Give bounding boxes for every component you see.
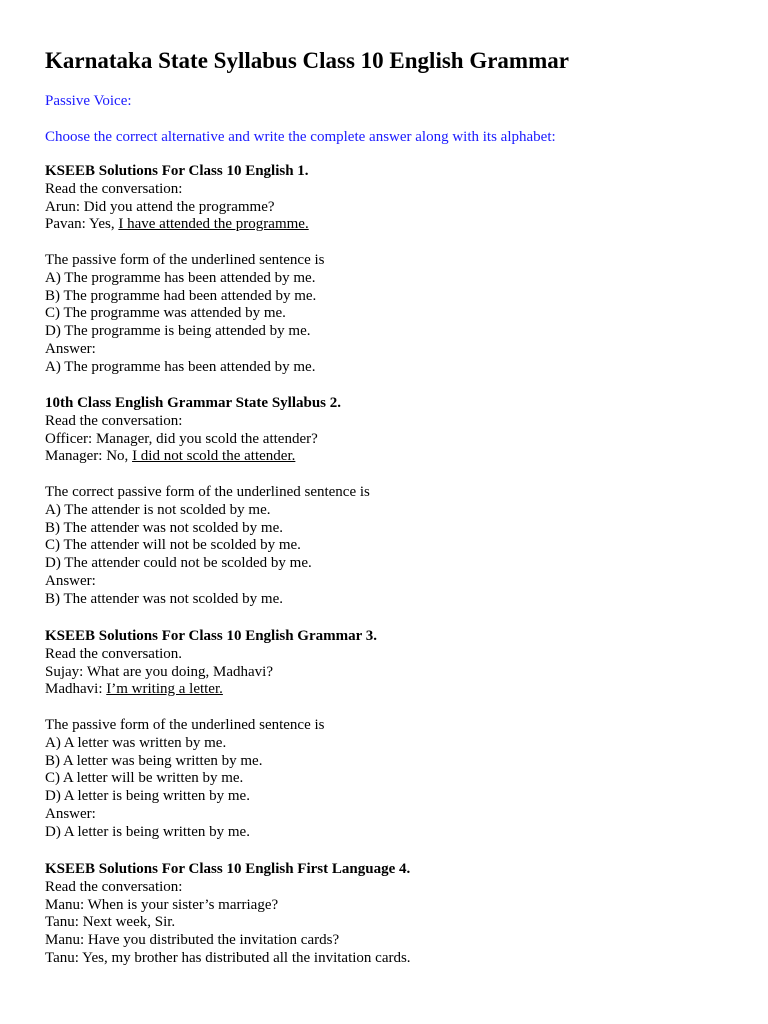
question-block-2 bbox=[45, 395, 745, 609]
question-heading: KSEEB Solutions For Class 10 English 1. bbox=[45, 163, 309, 179]
option-c: C) The programme was attended by me. bbox=[45, 305, 286, 322]
answer-text: A) The programme has been attended by me. bbox=[45, 358, 316, 375]
question-prompt: The correct passive form of the underlined sentence is bbox=[45, 483, 370, 500]
spacer bbox=[45, 699, 745, 717]
question-heading: KSEEB Solutions For Class 10 English First Language 4. bbox=[45, 861, 411, 877]
question-heading: KSEEB Solutions For Class 10 English Grammar 3. bbox=[45, 628, 378, 644]
option-a: A) The attender is not scolded by me. bbox=[45, 501, 271, 518]
question-heading: 10th Class English Grammar State Syllabus 2. bbox=[45, 395, 342, 411]
option-a: A) The programme has been attended by me. bbox=[45, 269, 316, 286]
dialogue-line: Sujay: What are you doing, Madhavi? bbox=[45, 663, 274, 680]
option-d: D) The programme is being attended by me. bbox=[45, 323, 311, 340]
dialogue-line: Tanu: Yes, my brother has distributed all the invitation cards. bbox=[45, 949, 411, 966]
question-block-3 bbox=[45, 628, 745, 842]
spacer bbox=[45, 234, 745, 252]
option-b: B) The attender was not scolded by me. bbox=[45, 519, 283, 536]
question-block-1 bbox=[45, 163, 745, 377]
spacer bbox=[45, 466, 745, 484]
read-instruction: Read the conversation: bbox=[45, 412, 183, 429]
answer-label: Answer: bbox=[45, 572, 96, 589]
underlined-sentence: I’m writing a letter. bbox=[106, 681, 223, 698]
option-c: C) A letter will be written by me. bbox=[45, 770, 244, 787]
dialogue-line bbox=[45, 448, 745, 466]
answer-text: D) A letter is being written by me. bbox=[45, 823, 250, 840]
instruction-text: Choose the correct alternative and write the complete answer along with its alphabet: bbox=[45, 129, 556, 145]
read-instruction: Read the conversation: bbox=[45, 180, 183, 197]
option-b: B) A letter was being written by me. bbox=[45, 752, 263, 769]
question-block-4 bbox=[45, 861, 745, 968]
dialogue-line: Arun: Did you attend the programme? bbox=[45, 198, 275, 215]
option-d: D) A letter is being written by me. bbox=[45, 788, 250, 805]
dialogue-line bbox=[45, 681, 745, 699]
speaker-prefix: Pavan: Yes, bbox=[45, 216, 119, 233]
dialogue-line: Manu: Have you distributed the invitation cards? bbox=[45, 932, 340, 949]
option-d: D) The attender could not be scolded by me. bbox=[45, 555, 312, 572]
read-instruction: Read the conversation: bbox=[45, 878, 183, 895]
option-a: A) A letter was written by me. bbox=[45, 734, 227, 751]
page-title: Karnataka State Syllabus Class 10 English Grammar bbox=[45, 48, 569, 73]
underlined-sentence: I have attended the programme. bbox=[118, 216, 309, 233]
underlined-sentence: I did not scold the attender. bbox=[132, 448, 296, 465]
speaker-prefix: Madhavi: bbox=[45, 681, 107, 698]
dialogue-line: Officer: Manager, did you scold the attender? bbox=[45, 430, 318, 447]
answer-label: Answer: bbox=[45, 340, 96, 357]
dialogue-line bbox=[45, 216, 745, 234]
dialogue-line: Tanu: Next week, Sir. bbox=[45, 914, 176, 931]
answer-text: B) The attender was not scolded by me. bbox=[45, 590, 283, 607]
question-prompt: The passive form of the underlined sentence is bbox=[45, 716, 325, 733]
dialogue-line: Manu: When is your sister’s marriage? bbox=[45, 896, 279, 913]
option-b: B) The programme had been attended by me. bbox=[45, 287, 317, 304]
option-c: C) The attender will not be scolded by me. bbox=[45, 537, 301, 554]
section-label: Passive Voice: bbox=[45, 93, 132, 109]
answer-label: Answer: bbox=[45, 805, 96, 822]
question-prompt: The passive form of the underlined sentence is bbox=[45, 251, 325, 268]
read-instruction: Read the conversation. bbox=[45, 645, 183, 662]
speaker-prefix: Manager: No, bbox=[45, 448, 133, 465]
